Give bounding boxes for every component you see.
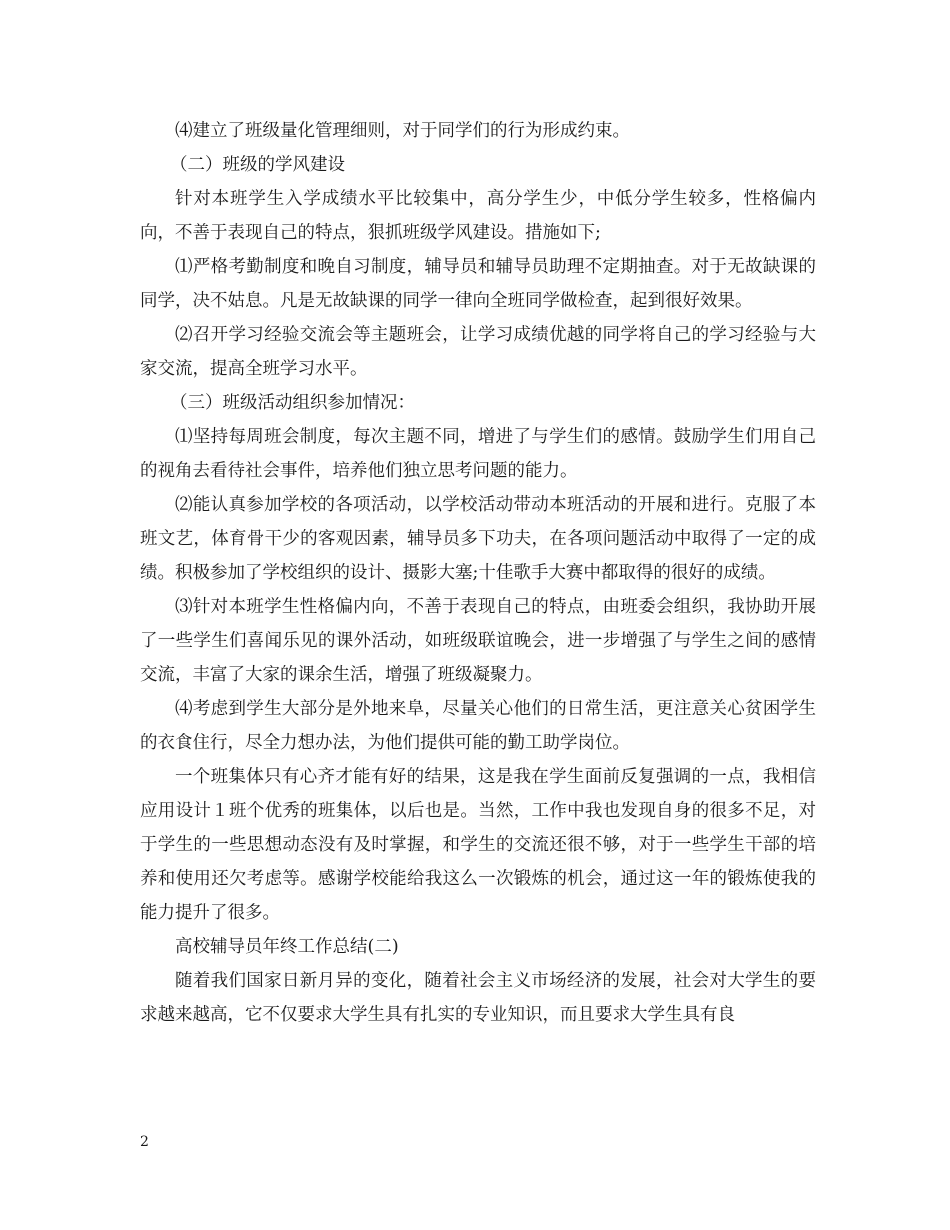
- section-heading-study-style: （二）班级的学风建设: [170, 155, 345, 175]
- paragraph-school-activities: ⑵能认真参加学校的各项活动，以学校活动带动本班活动的开展和进行。克服了本班文艺，体育骨干少的客观因素，辅导员多下功夫，在各项问题活动中取得了一定的成绩。积极参加了学校组织的设计、摄影大塞;十佳歌手大赛中都取得的很好的成绩。: [140, 495, 816, 583]
- paragraph-study-style-intro: 针对本班学生入学成绩水平比较集中，高分学生少，中低分学生较多，性格偏内向，不善于表现自己的特点，狠抓班级学风建设。措施如下;: [140, 189, 816, 243]
- paragraph-class-summary: 一个班集体只有心齐才能有好的结果，这是我在学生面前反复强调的一点，我相信应用设计１班个优秀的班集体，以后也是。当然，工作中我也发现自身的很多不足，对于学生的一些思想动态没有及时掌握，和学生的交流还很不够，对于一些学生干部的培养和使用还欠考虑等。感谢学校能给我这么一次锻炼的机会，通过这一年的锻炼使我的能力提升了很多。: [140, 767, 816, 923]
- paragraph-study-exchange: ⑵召开学习经验交流会等主题班会，让学习成绩优越的同学将自己的学习经验与大家交流，提高全班学习水平。: [140, 325, 816, 379]
- paragraph-student-care: ⑷考虑到学生大部分是外地来阜，尽量关心他们的日常生活，更注意关心贫困学生的衣食住行，尽全力想办法，为他们提供可能的勤工助学岗位。: [140, 699, 816, 753]
- section-heading-activities: （三）班级活动组织参加情况：: [170, 393, 415, 413]
- document-subtitle: 高校辅导员年终工作总结(二): [175, 937, 399, 957]
- paragraph-weekly-meeting: ⑴坚持每周班会制度，每次主题不同，增进了与学生们的感情。鼓励学生们用自己的视角去看待社会事件，培养他们独立思考问题的能力。: [140, 427, 816, 481]
- paragraph-item-4-rules: ⑷建立了班级量化管理细则，对于同学们的行为形成约束。: [175, 121, 630, 141]
- document-body: [140, 114, 816, 1032]
- paragraph-second-intro: 随着我们国家日新月异的变化，随着社会主义市场经济的发展，社会对大学生的要求越来越高，它不仅要求大学生具有扎实的专业知识，而且要求大学生具有良: [140, 971, 816, 1025]
- paragraph-attendance: ⑴严格考勤制度和晚自习制度，辅导员和辅导员助理不定期抽查。对于无故缺课的同学，决不姑息。凡是无故缺课的同学一律向全班同学做检查，起到很好效果。: [140, 257, 816, 311]
- page-number: 2: [140, 1134, 149, 1150]
- paragraph-extracurricular: ⑶针对本班学生性格偏内向，不善于表现自己的特点，由班委会组织，我协助开展了一些学生们喜闻乐见的课外活动，如班级联谊晚会，进一步增强了与学生之间的感情交流，丰富了大家的课余生活，增强了班级凝聚力。: [140, 597, 816, 685]
